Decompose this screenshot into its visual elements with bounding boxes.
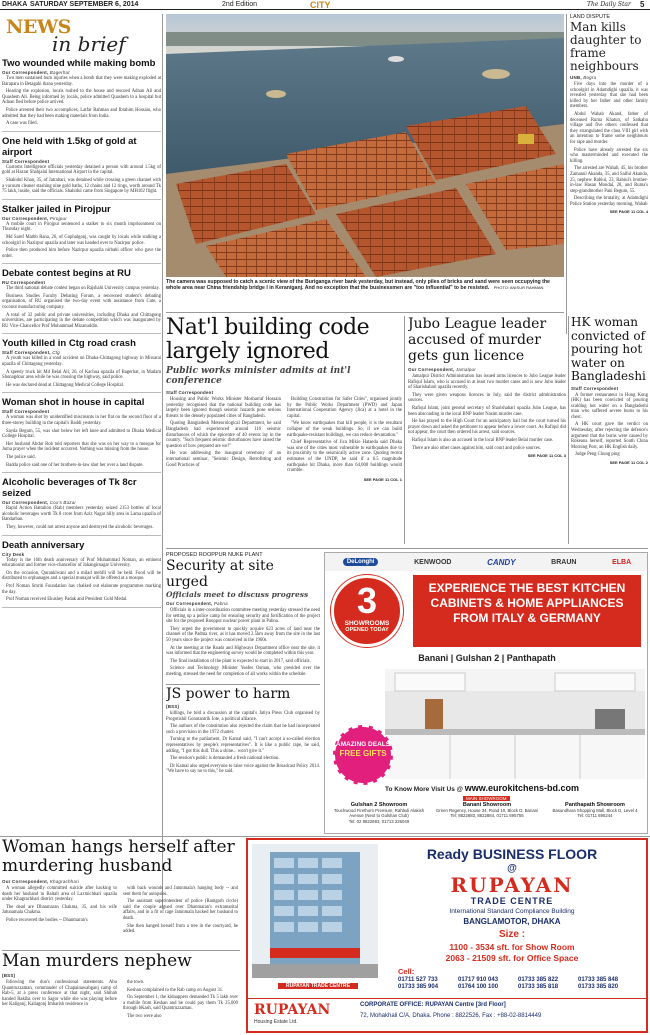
brief-headline: Alcoholic beverages of Tk 8cr seized xyxy=(2,477,137,500)
paragraph: Turning to the parliament, Dr Kamal said, "I can't accept a so-called election representatives by people's representatives". It is like a public rape, he said, adding, "I got this dull. This a shine... won't give it." xyxy=(166,737,320,754)
photo-riverbank xyxy=(166,14,564,277)
ad-deals1: AMAZING DEALS xyxy=(335,741,391,748)
woman-byline: Our Correspondent, Khagrachhari xyxy=(2,879,79,884)
paragraph: A total of 32 public and private universities, including Dhaka and Chittagong universities, are participating in the debate competition which was inaugurated by RU Vice-Chancellor Prof Muhammad Mizanuddin. xyxy=(2,312,161,329)
brief-byline: RU Correspondent xyxy=(2,280,46,286)
ad-web: www.eurokitchens-bd.com xyxy=(464,783,579,793)
paragraph: She then hanged herself from a tree in the courtyard, he added. xyxy=(123,923,238,935)
phone-number: 01711 527 733 xyxy=(398,977,438,983)
brief-headline: Two wounded while making bomb xyxy=(2,58,156,69)
ad-banner: EXPERIENCE THE BEST KITCHEN CABINETS & HOME APPLIANCES FROM ITALY & GERMANY xyxy=(413,575,641,647)
hk-woman-story xyxy=(571,316,648,546)
paragraph: The third national debate contest began on Rajshahi University campus yesterday. xyxy=(6,286,160,292)
building-byline: Staff Correspondent xyxy=(166,390,214,395)
phone-number: 01733 385 820 xyxy=(578,984,619,990)
nephew-byline: (BSS) xyxy=(2,973,16,978)
paragraph: The session's public is demanded a fresh national election. xyxy=(170,756,280,762)
paragraph: Keshan complained to the Rab camp on August 31. xyxy=(127,987,224,993)
paragraph: Judge Peng Chung ping xyxy=(575,452,620,458)
rupayan-footer-brand: RUPAYAN xyxy=(254,1002,331,1018)
js-headline: JS power to harm xyxy=(166,686,291,702)
paragraph: with back wounds and Jatunmala's hanging body -- and sent them for autopsies. xyxy=(123,886,238,897)
paragraph: The final installation of the plant is expected to start in 2017, said officials. xyxy=(170,658,311,664)
paragraph: The authors of the constitution also rejected the claim that he had incorporated such a provision in the 1972 charter. xyxy=(166,724,320,735)
masthead-paper: The Daily Star xyxy=(587,1,631,8)
brief-byline: Staff Correspondent, Ctg xyxy=(2,350,60,356)
rupayan-footer-sub: Housing Estate Ltd. xyxy=(254,1019,298,1025)
hk-headline: HK woman convicted of pouring hot water on Bangladeshi xyxy=(571,316,646,383)
brief-body xyxy=(2,222,161,260)
phone-number: 01733 385 904 xyxy=(398,984,439,990)
showroom-address: Green Regency, House 34, Road 10, Block D, Banani xyxy=(435,808,539,814)
phone-number: 01764 100 100 xyxy=(458,984,499,990)
building-col1 xyxy=(166,397,281,476)
rupayan-loc: BANGLAMOTOR, DHAKA xyxy=(463,917,561,926)
paragraph: Two men sustained burn injuries when a bomb that they were making exploded at Barapara in Betagahi thana yesterday. xyxy=(2,76,161,87)
brief-headline: One held with 1.5kg of gold at airport xyxy=(2,135,137,158)
rupayan-cell: Cell: xyxy=(398,967,415,976)
paragraph: Hearing the explosion, locals rushed to the house and rescued Adnan Ali and Quashem Ali. Being informed by locals, police admitted Quashem to a hospital but Adnan fled before police arrived. xyxy=(2,89,161,106)
paragraph: A former restaurateur in Hong Kong (HK) has been convicted of pouring scalding hot water on a Bangladeshi man who suffered severe burns to his chest. xyxy=(571,392,648,420)
land-headline: Man kills daughter to frame neighbours xyxy=(570,20,642,73)
masthead-city: DHAKA xyxy=(2,1,28,8)
js-power-story xyxy=(166,686,320,834)
brief-item xyxy=(2,58,161,132)
rooppur-story xyxy=(166,552,320,678)
ad-showroom-list xyxy=(327,803,647,824)
paragraph: Chief Representative of Jica Mikio Hataeda said Dhaka was one of the cities most vulnerable to earthquakes due to its proximity to the seismically active zone. Quoting recent estimates of the UNDP, he said if a 6.5 magnitude earthquake hit Dhaka, more than 64,000 buildings would crumble. xyxy=(287,440,402,474)
rupayan-corp-addr: 72, Mohakhali C/A, Dhaka. Phone : 8822526, Fax : +88-02-8814449 xyxy=(360,1013,542,1019)
brief-item xyxy=(2,268,161,334)
paragraph: He was addressing the inaugural ceremony of an international seminar, "Seismic Design, Retrofitting and Good Practices of xyxy=(166,451,281,468)
hk-see: SEE PAGE 11 COL 2 xyxy=(609,460,648,466)
paragraph: Officials in a inter-coordination committee meeting yesterday stressed the need for setting up a police camp for ensuring security and fortification of the project site for the proposed Rooppur nuclear power plant in Pabna. xyxy=(166,608,320,625)
paragraph: Md Saref Matbb Rana, 26, of Gophalgonj, was caught by locals while stalking a schoolgirl in Nazirpur upazila and later was handed over to Nazirpur police. xyxy=(2,234,161,246)
nephew-story xyxy=(2,952,240,1034)
paragraph: Science and Technology Minister Yeafes Osman, who presided over the meeting, stressed the need for completion of all works within the schedule. xyxy=(166,666,320,677)
brief-body xyxy=(2,76,161,127)
paragraph: Five days into the murder of a schoolgirl in Adamdighi upazila, it was revealed yesterday that she had been killed by her father and other family members. xyxy=(570,82,648,110)
jubo-byline: Our Correspondent, Jamalpur xyxy=(408,367,476,372)
phone-number: 01733 385 822 xyxy=(518,977,559,983)
paragraph: A mobile court in Pirojpur sentenced a stalker to six month imprisonment on Thursday night. xyxy=(2,221,161,233)
jubo-body xyxy=(408,374,566,451)
masthead-edition: 2nd Edition xyxy=(222,1,258,8)
ad-number: 3 xyxy=(356,580,378,621)
rupayan-corp: CORPORATE OFFICE: RUPAYAN Centre [3rd Floor] xyxy=(360,1002,506,1008)
eurokitchens-ad xyxy=(324,552,648,834)
rupayan-ready: Ready BUSINESS FLOOR xyxy=(426,846,598,862)
building-col2 xyxy=(287,397,402,476)
ad-locations: Banani | Gulshan 2 | Panthapath xyxy=(418,653,556,663)
brief-byline: Our Correspondent, Cox's Bazar xyxy=(2,500,77,506)
brief-body xyxy=(2,506,161,530)
masthead-date: SATURDAY SEPTEMBER 6, 2014 xyxy=(30,1,139,8)
jubo-league-story xyxy=(408,316,566,546)
paragraph: following the duo's confessional statements. Abu Quamruzzaman, commander of Chapainawabganj camp of Rab-5, at a press conference at that night, said Shihab handed Rakiba over to Sagor while she was playing before her Kaligonj, Kaliagonj Imbarish residence in xyxy=(2,980,117,1008)
paragraph: Prof Noman received Ekushey Padak and President Gold Medal. xyxy=(6,597,128,603)
brief-item xyxy=(2,204,161,265)
js-body xyxy=(166,711,320,775)
rupayan-at: @ xyxy=(507,863,517,874)
ad-brand: CANDY xyxy=(487,557,516,567)
brief-body xyxy=(2,558,161,603)
brief-item xyxy=(2,397,161,473)
brief-body xyxy=(2,356,161,388)
paragraph: "We know earthquakes that kill people, it is the resultant collapse of the weak buildings. So, if we can build earthquake-resistant buildings, we can reduce devastation." xyxy=(287,421,402,438)
jubo-headline: Jubo League leader accused of murder gets gun licence xyxy=(408,316,547,364)
masthead-page: 5 xyxy=(640,0,645,9)
ad-web-line xyxy=(385,783,645,793)
paragraph: Police recovered the bodies -- Dhanmaran's xyxy=(6,917,88,923)
rupayan-size1: 1100 - 3534 sft. for Show Room xyxy=(449,942,575,952)
paragraph: Dr Kamal also urged everyone to raise voice against the Broadcast Policy 2014. "We have to say no to this," he said. xyxy=(166,763,320,775)
showroom-name: Panthapath Showroom xyxy=(565,802,625,808)
nephew-col1 xyxy=(2,980,117,1022)
building-headline: Nat'l building code largely ignored xyxy=(166,316,370,364)
rupayan-intl: International Standard Compliance Building xyxy=(449,908,575,915)
paragraph: The assistant superintendent of police (Ramgarh circle) said the couple argued over Dhanmaran's extramarital affairs, and in a fit of rage Jatunmala hacked her husband to death. xyxy=(123,899,238,921)
paragraph: killings, he told a discussion at the capital's Jatiya Press Club organised by Progotishil Gonotantrik Jote, a political alliance. xyxy=(166,711,320,722)
paragraph: Jamalpur District Administration has issued arms licences to Jubo League leader Rafiqul Islam, who is accused in at least two murder cases and is now Jubo leader of Sharishabari upazila recently. xyxy=(408,374,566,391)
land-kicker: LAND DISPUTE xyxy=(570,14,611,20)
paragraph: A speedy truck hit Md Belal Ali, 26, of Kachua upazila of Bagerhat, in Madam Shonagdour area while he was crossing the highway, said police. xyxy=(2,369,161,381)
rupayan-trade: TRADE CENTRE xyxy=(470,896,554,906)
brief-body xyxy=(2,415,161,468)
ad-deals-badge xyxy=(333,725,393,785)
paragraph: The arrested are Wahab, 45, his brother Zamanul Akanda, 35, and Saiful Akanda, 25, nephew Rabiul, 23, Rabiul's brother-in-law Hasan Mondal, 28, and Ruma's step-grandmother Pani Begum, 55. xyxy=(570,166,648,194)
rupayan-brand: RUPAYAN xyxy=(450,873,574,897)
paragraph: Business Studies Faculty Debating Forum, a renowned student's debating organisation, of RU organised the two-day event with assistance from Cute, a coconut manufacturing company. xyxy=(2,293,161,311)
paragraph: Building Construction for Safer Cities", organised jointly by the Public Works Department (PWD) and Japan International Cooperation Agency (Jica) at a hotel in the capital. xyxy=(287,397,402,419)
ad-brand: BRAUN xyxy=(551,558,577,566)
woman-headline: Woman hangs herself after murdering husband xyxy=(2,838,235,876)
paragraph: Housing and Public Works Minister Mosharraf Hossain yesterday recognised that the national building code has largely been ignored though seismic hazards pose serious threats to the densely populated cities of Bangladesh. xyxy=(166,397,281,419)
paragraph: He has prayed to the High Court for an anticipatory bail but the court turned his prayer down and asked the petitioner to appear before a lower court. As Rafiqul did not appear, the court then ordered his arrest, said sources. xyxy=(408,419,566,436)
brief-title: NEWS xyxy=(6,16,71,38)
paragraph: On September 1, the kidnappers demanded Tk 5 lakh over a mobile from Keshan and he could pay them Tk 25,000 through bKash, said Quamruzzaman. xyxy=(123,995,238,1012)
photo-caption xyxy=(166,279,564,309)
showroom-entry xyxy=(435,803,539,824)
brief-byline: City Desk xyxy=(2,551,25,557)
brief-body xyxy=(2,286,161,329)
ad-showrooms: SHOWROOMS xyxy=(344,620,390,627)
paragraph: The two were also xyxy=(127,1013,162,1019)
rooppur-byline: Our Correspondent, Pabna xyxy=(166,601,228,606)
paragraph: On the occasion, Quranklwani and a milad mehfil will be held. Food will be distributed to orphanages and a special munajat will be offered at a mosque. xyxy=(2,570,161,582)
rupayan-size: Size : xyxy=(498,929,526,940)
rooppur-headline: Security at site urged xyxy=(166,558,274,590)
paragraph: Today is the 16th death anniversary of Prof Muhammad Noman, an eminent educationist and former vice-chancellor of Jahangirnagar University. xyxy=(2,557,161,569)
paragraph: The police said. xyxy=(6,454,36,460)
building-code-story xyxy=(166,316,402,546)
paragraph: A woman allegedly committed suicide after hacking to death her husband in Baltali area of Laxmichhari upazila under Khagrachhari district yesterday. xyxy=(2,886,117,903)
paragraph: He was declared dead at Chittagong Medical College Hospital. xyxy=(6,382,125,388)
rooppur-body xyxy=(166,608,320,678)
rupayan-footer xyxy=(248,998,646,1031)
ad-know: To Know More Visit Us @ xyxy=(385,786,463,793)
showroom-entry xyxy=(543,803,647,824)
building-see: SEE PAGE 11 COL 1 xyxy=(363,476,402,482)
rupayan-size2: 2063 - 21509 sft. for Office Space xyxy=(445,953,579,963)
building-image xyxy=(252,844,378,978)
land-body xyxy=(570,82,648,207)
woman-col2 xyxy=(123,886,238,937)
paragraph: Sayda Begum, 55, was shot below her left knee and admitted to Dhaka Medical College Hospital. xyxy=(2,428,161,440)
paragraph: Rafiqul Islam, joint general secretary of Sharishabari upazila Jubo League, has been absconding in the local BNP leader Nasim murder case. xyxy=(408,405,566,417)
riverbank-photo xyxy=(166,14,564,277)
woman-hangs-story xyxy=(2,838,240,948)
land-byline: UNB, Bogra xyxy=(570,75,597,80)
paragraph: Prof Noman Smriti Foundation has chalked out elaborate programmes marking the day. xyxy=(2,583,161,595)
brief-item xyxy=(2,540,161,608)
rupayan-ad xyxy=(246,838,648,1033)
paragraph: Shahidul Khan, 35, of Jatrabari, was detained while crossing a green channel with a vacuum cleaner stashing nine gold baths, 12 chains and 12 rings, worth around Tk 75 lakh, inside, said the officials. Shahidul came from Singapore by MH102 flight. xyxy=(2,177,161,195)
brief-body xyxy=(2,165,161,195)
brief-headline: Death anniversary xyxy=(2,539,85,551)
ad-brand: DeLonghi xyxy=(343,558,379,566)
paragraph: A woman was shot by unidentified miscreants in her flat on the second floor of a three-storey building in the capital's Baddi yesterday. xyxy=(2,415,161,426)
paragraph: There are also other cases against him, said court and police sources. xyxy=(412,445,541,451)
showroom-address: Touchwood Firethorn Premium, Rahbuli Alakish Avenue (Next to Gulshan Club) xyxy=(333,808,425,819)
paragraph: Her husband Abdur Rob told reporters that she was on her way to a mosque for Juma prayer when the incident occurred. Nothing was missing from the house. xyxy=(2,441,161,453)
ad-brand-bar xyxy=(325,553,648,571)
paragraph: Police then produced him before Nazirpur upazila nirbahi officer who gave the order. xyxy=(2,248,161,259)
paragraph: They were given weapons licences in July, said the district administration sources. xyxy=(408,392,566,404)
paragraph: Customs Intelligence officials yesterday detained a person with around 1.5kg of gold at Hazrat Shahjalal International Airport in the capital. xyxy=(2,164,161,176)
brief-list xyxy=(2,58,161,608)
brief-subtitle: in brief xyxy=(52,32,126,56)
brief-headline: Stalker jailed in Pirojpur xyxy=(2,203,111,215)
phone-number: 01717 910 043 xyxy=(458,977,499,983)
photo-caption-text: The camera was supposed to catch a scenic view of the Buriganga river bank yesterday, but instead, only piles of bricks and sand were seen occupying the whole area near China friendship bridge I in Keraniganj. And no exception that the businessmen are "too influential" to be resisted. xyxy=(166,279,550,292)
ad-deals2: FREE GIFTS xyxy=(339,749,387,758)
brief-headline: Woman shot in house in capital xyxy=(2,397,145,409)
paragraph: Abdul Wahab Akand, father of deceased Ruma Khatun, of Satkahu village and five others confessed that they strangulated the class VIII girl with an intention to frame some neighbours for rape and murder. xyxy=(570,111,648,145)
rooppur-kicker: PROPOSED ROOPPUR NUKE PLANT xyxy=(166,552,263,558)
phone-number: 01733 385 848 xyxy=(578,977,619,983)
news-in-brief xyxy=(2,14,161,909)
ad-three-badge xyxy=(331,575,403,647)
brief-byline: Our Correspondent, Pirojpur xyxy=(2,215,67,221)
showroom-name: Banani Showroom xyxy=(462,802,512,808)
showroom-tel: Tel: 01711 695244 xyxy=(577,813,613,819)
rupayan-phones xyxy=(398,977,638,990)
jubo-see: SEE PAGE 11 COL 3 xyxy=(527,453,566,459)
woman-col1 xyxy=(2,886,117,937)
paragraph: A HK court gave the verdict on Wednesday, after rejecting the defence's argument that the burns were caused by Rokeana herself, reported South China Morning Post, an HK English daily. xyxy=(571,422,648,450)
paragraph: Police arrested their two accomplices, Latfar Rahman and Ibrahim Hossain, who admitted that they had been making materials from India. xyxy=(2,107,161,119)
paragraph: the town. xyxy=(127,980,145,985)
brief-item xyxy=(2,477,161,535)
masthead xyxy=(0,0,650,10)
hk-byline: Staff Correspondent xyxy=(571,385,619,391)
showroom-tel: Tel: 02 8822883, 01713 226049 xyxy=(348,818,410,824)
paragraph: Badda police said one of her brothers-in-law shot her over a land dispute. xyxy=(6,462,144,468)
brief-byline: Staff Correspondent xyxy=(2,158,50,164)
nephew-headline: Man murders nephew xyxy=(2,952,192,971)
rooppur-sub: Officials meet to discuss progress xyxy=(166,590,309,599)
brief-item xyxy=(2,338,161,393)
paragraph: Rapid Action Battalion (Rab) members yesterday seized 2153 bottles of local alcoholic beverages worth Tk 8 crore from Aziz Nagar hilly area in Lama upazila of Bandarban. xyxy=(2,506,161,523)
land-see: SEE PAGE 11 COL 4 xyxy=(609,209,648,215)
brief-title-block xyxy=(2,14,161,58)
ad-brand: ELBA xyxy=(612,558,632,566)
paragraph: Rafiqul Islam is also an accused in the local BNP leader Belal murder case. xyxy=(412,437,554,443)
nephew-col2 xyxy=(123,980,238,1022)
rupayan-building-sign: RUPAYAN TRADE CENTRE xyxy=(278,983,358,989)
showroom-entry xyxy=(327,803,431,824)
paragraph: They urged the government to quickly acquire 623 acres of land near the channel of the Padma river, as it has moved 2.5km away from the site in the last 50 years since the project was conceived in the 1960s. xyxy=(166,626,320,643)
land-dispute-story xyxy=(570,14,648,336)
paragraph: Quoting Bangladesh Meteorological Department, he said Bangladesh had experienced around 116 seismic disturbances of which the epicentre of 40 events lay in the country. "Such frequent seismic disturbances have raised the question of how prepared are we?" xyxy=(166,421,281,449)
kitchen-image xyxy=(385,669,645,779)
ad-brand: KENWOOD xyxy=(414,558,452,566)
paragraph: The dead are Dhanmaran Chakma, 35, and his wife Jatunamala Chakma. xyxy=(2,904,117,916)
brief-item xyxy=(2,136,161,200)
brief-headline: Youth killed in Ctg road crash xyxy=(2,338,136,350)
showroom-address: Basundhara Shopping Mall, Block D, Level 4 xyxy=(552,808,638,814)
brief-byline: Our Correspondent, Bagerhat xyxy=(2,70,70,75)
photo-credit: PHOTO: ANISUR RAHMAN xyxy=(493,285,544,291)
masthead-section: CITY xyxy=(310,0,331,10)
showroom-tel: Tel: 8822883, 8822884, 01711 595755 xyxy=(450,813,524,819)
showroom-name: Gulshan 2 Showroom xyxy=(350,802,408,808)
ad-opened: OPENED TODAY xyxy=(345,627,389,633)
paragraph: They, however, could not arrest anyone and destroyed the alcoholic beverages. xyxy=(6,524,154,530)
brief-byline: Staff Correspondent xyxy=(2,409,50,415)
paragraph: A case was filed. xyxy=(6,121,38,127)
paragraph: At the meeting at the Roads and Highways Department office near the site, it was informed that the engineering survey would be completed within this year. xyxy=(166,645,320,657)
paragraph: A youth was killed in a road accident on Dhaka-Chittagong highway in Mirsarai upazila of Chittagong yesterday. xyxy=(2,356,161,368)
brief-headline: Debate contest begins at RU xyxy=(2,268,131,280)
js-byline: (BSS) xyxy=(166,704,180,709)
phone-number: 01733 385 818 xyxy=(518,984,559,990)
building-sub: Public works minister admits at int'l conference xyxy=(166,366,351,386)
paragraph: Describing the brutality, at Adamdighi Police Station yesterday morning, Wahab xyxy=(570,196,648,207)
ad-main-label: MAIN SHOWROOM xyxy=(463,796,510,801)
paragraph: Police have already arrested the six who masterminded and executed the killing. xyxy=(570,147,648,164)
hk-body xyxy=(571,393,648,459)
